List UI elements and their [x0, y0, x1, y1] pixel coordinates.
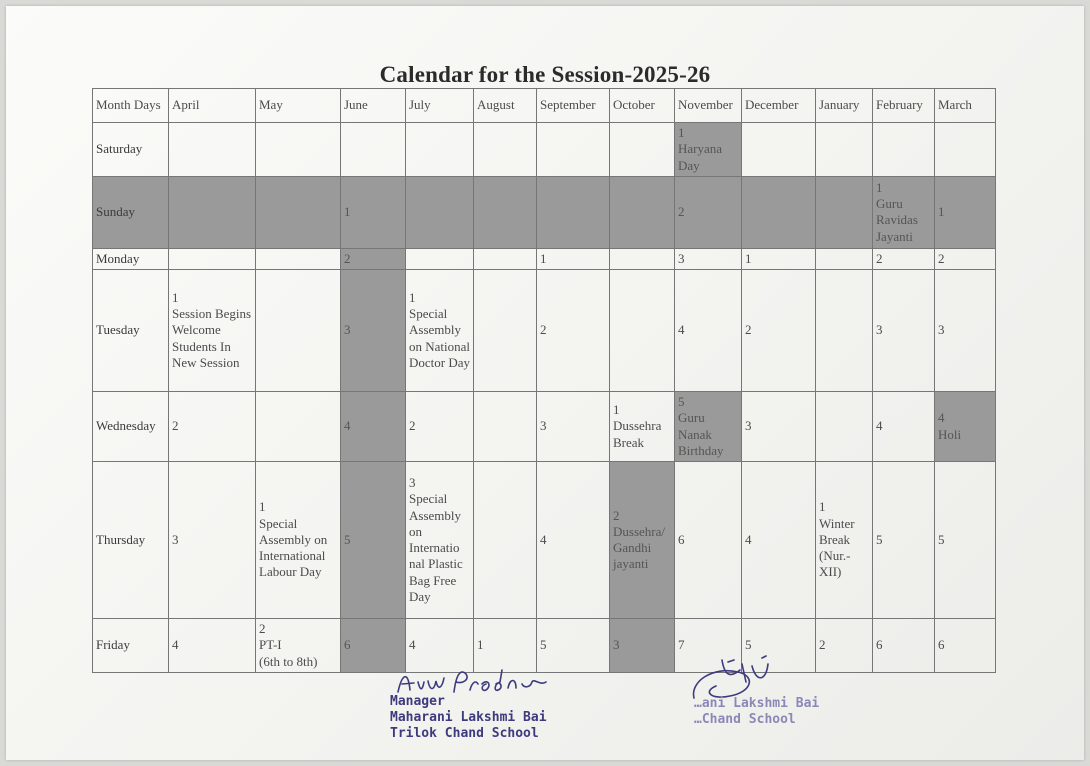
- cell-wednesday-april: 2: [169, 392, 256, 462]
- principal-stamp: [694, 696, 819, 728]
- cell-sunday-november: 2: [675, 176, 742, 248]
- month-header-december: December: [742, 89, 816, 123]
- cell-sunday-january: [816, 176, 873, 248]
- cell-tuesday-june: 3: [341, 270, 406, 392]
- month-header-august: August: [474, 89, 537, 123]
- cell-saturday-may: [256, 123, 341, 177]
- cell-wednesday-october: 1 Dussehra Break: [610, 392, 675, 462]
- cell-thursday-march: 5: [935, 462, 996, 619]
- cell-tuesday-february: 3: [873, 270, 935, 392]
- month-header-september: September: [537, 89, 610, 123]
- cell-friday-february: 6: [873, 619, 935, 673]
- day-label: Sunday: [93, 176, 169, 248]
- corner-label: Month Days: [93, 89, 169, 123]
- day-label: Wednesday: [93, 392, 169, 462]
- cell-wednesday-september: 3: [537, 392, 610, 462]
- cell-tuesday-july: 1 Special Assembly on National Doctor Day: [406, 270, 474, 392]
- cell-monday-october: [610, 248, 675, 269]
- cell-thursday-december: 4: [742, 462, 816, 619]
- cell-tuesday-december: 2: [742, 270, 816, 392]
- cell-thursday-june: 5: [341, 462, 406, 619]
- month-header-april: April: [169, 89, 256, 123]
- cell-saturday-january: [816, 123, 873, 177]
- school-name-line2: Trilok Chand School: [390, 726, 539, 741]
- cell-thursday-july: 3 Special Assembly on Internatio nal Plastic Bag Free Day: [406, 462, 474, 619]
- cell-friday-march: 6: [935, 619, 996, 673]
- cell-saturday-september: [537, 123, 610, 177]
- day-label: Tuesday: [93, 270, 169, 392]
- cell-wednesday-january: [816, 392, 873, 462]
- cell-sunday-december: [742, 176, 816, 248]
- day-label: Thursday: [93, 462, 169, 619]
- principal-school-line2: …Chand School: [694, 712, 796, 727]
- cell-thursday-november: 6: [675, 462, 742, 619]
- cell-monday-february: 2: [873, 248, 935, 269]
- cell-sunday-april: [169, 176, 256, 248]
- cell-sunday-february: 1 Guru Ravidas Jayanti: [873, 176, 935, 248]
- cell-tuesday-january: [816, 270, 873, 392]
- cell-sunday-march: 1: [935, 176, 996, 248]
- cell-wednesday-november: 5 Guru Nanak Birthday: [675, 392, 742, 462]
- cell-saturday-july: [406, 123, 474, 177]
- cell-friday-may: 2 PT-I (6th to 8th): [256, 619, 341, 673]
- cell-wednesday-march: 4 Holi: [935, 392, 996, 462]
- row-monday: [93, 248, 996, 269]
- manager-role: Manager: [390, 694, 445, 709]
- row-sunday: [93, 176, 996, 248]
- cell-tuesday-april: 1 Session Begins Welcome Students In New Session: [169, 270, 256, 392]
- row-tuesday: [93, 270, 996, 392]
- cell-wednesday-august: [474, 392, 537, 462]
- cell-sunday-june: 1: [341, 176, 406, 248]
- cell-friday-january: 2: [816, 619, 873, 673]
- cell-wednesday-july: 2: [406, 392, 474, 462]
- cell-saturday-august: [474, 123, 537, 177]
- cell-sunday-september: [537, 176, 610, 248]
- cell-monday-june: 2: [341, 248, 406, 269]
- cell-monday-january: [816, 248, 873, 269]
- cell-tuesday-november: 4: [675, 270, 742, 392]
- cell-tuesday-march: 3: [935, 270, 996, 392]
- cell-tuesday-may: [256, 270, 341, 392]
- month-header-february: February: [873, 89, 935, 123]
- cell-friday-september: 5: [537, 619, 610, 673]
- cell-tuesday-august: [474, 270, 537, 392]
- month-header-june: June: [341, 89, 406, 123]
- school-name-line1: Maharani Lakshmi Bai: [390, 710, 547, 725]
- cell-monday-july: [406, 248, 474, 269]
- calendar-document: [6, 6, 1084, 760]
- row-thursday: [93, 462, 996, 619]
- day-label: Monday: [93, 248, 169, 269]
- cell-saturday-october: [610, 123, 675, 177]
- cell-saturday-december: [742, 123, 816, 177]
- cell-friday-november: 7: [675, 619, 742, 673]
- cell-friday-december: 5: [742, 619, 816, 673]
- session-calendar-table: [92, 88, 996, 673]
- page-title: Calendar for the Session-2025-26: [379, 62, 711, 87]
- month-header-july: July: [406, 89, 474, 123]
- cell-monday-september: 1: [537, 248, 610, 269]
- cell-wednesday-may: [256, 392, 341, 462]
- cell-thursday-april: 3: [169, 462, 256, 619]
- cell-monday-august: [474, 248, 537, 269]
- cell-saturday-march: [935, 123, 996, 177]
- cell-friday-april: 4: [169, 619, 256, 673]
- month-header-november: November: [675, 89, 742, 123]
- cell-saturday-november: 1 Haryana Day: [675, 123, 742, 177]
- cell-thursday-september: 4: [537, 462, 610, 619]
- cell-thursday-may: 1 Special Assembly on International Labour Day: [256, 462, 341, 619]
- cell-saturday-june: [341, 123, 406, 177]
- cell-wednesday-june: 4: [341, 392, 406, 462]
- principal-school-line1: …ani Lakshmi Bai: [694, 696, 820, 711]
- month-header-october: October: [610, 89, 675, 123]
- row-wednesday: [93, 392, 996, 462]
- day-label: Friday: [93, 619, 169, 673]
- manager-stamp: [390, 694, 547, 742]
- cell-thursday-august: [474, 462, 537, 619]
- cell-saturday-february: [873, 123, 935, 177]
- cell-monday-april: [169, 248, 256, 269]
- cell-monday-december: 1: [742, 248, 816, 269]
- cell-sunday-july: [406, 176, 474, 248]
- cell-wednesday-december: 3: [742, 392, 816, 462]
- cell-thursday-february: 5: [873, 462, 935, 619]
- cell-tuesday-september: 2: [537, 270, 610, 392]
- cell-friday-july: 4: [406, 619, 474, 673]
- cell-wednesday-february: 4: [873, 392, 935, 462]
- cell-monday-november: 3: [675, 248, 742, 269]
- month-header-may: May: [256, 89, 341, 123]
- cell-thursday-january: 1 Winter Break (Nur.- XII): [816, 462, 873, 619]
- cell-tuesday-october: [610, 270, 675, 392]
- row-saturday: [93, 123, 996, 177]
- month-header-march: March: [935, 89, 996, 123]
- cell-sunday-may: [256, 176, 341, 248]
- day-label: Saturday: [93, 123, 169, 177]
- cell-monday-may: [256, 248, 341, 269]
- cell-friday-june: 6: [341, 619, 406, 673]
- month-header-january: January: [816, 89, 873, 123]
- cell-sunday-october: [610, 176, 675, 248]
- cell-monday-march: 2: [935, 248, 996, 269]
- cell-sunday-august: [474, 176, 537, 248]
- cell-thursday-october: 2 Dussehra/ Gandhi jayanti: [610, 462, 675, 619]
- cell-friday-august: 1: [474, 619, 537, 673]
- cell-saturday-april: [169, 123, 256, 177]
- header-row: [93, 89, 996, 123]
- cell-friday-october: 3: [610, 619, 675, 673]
